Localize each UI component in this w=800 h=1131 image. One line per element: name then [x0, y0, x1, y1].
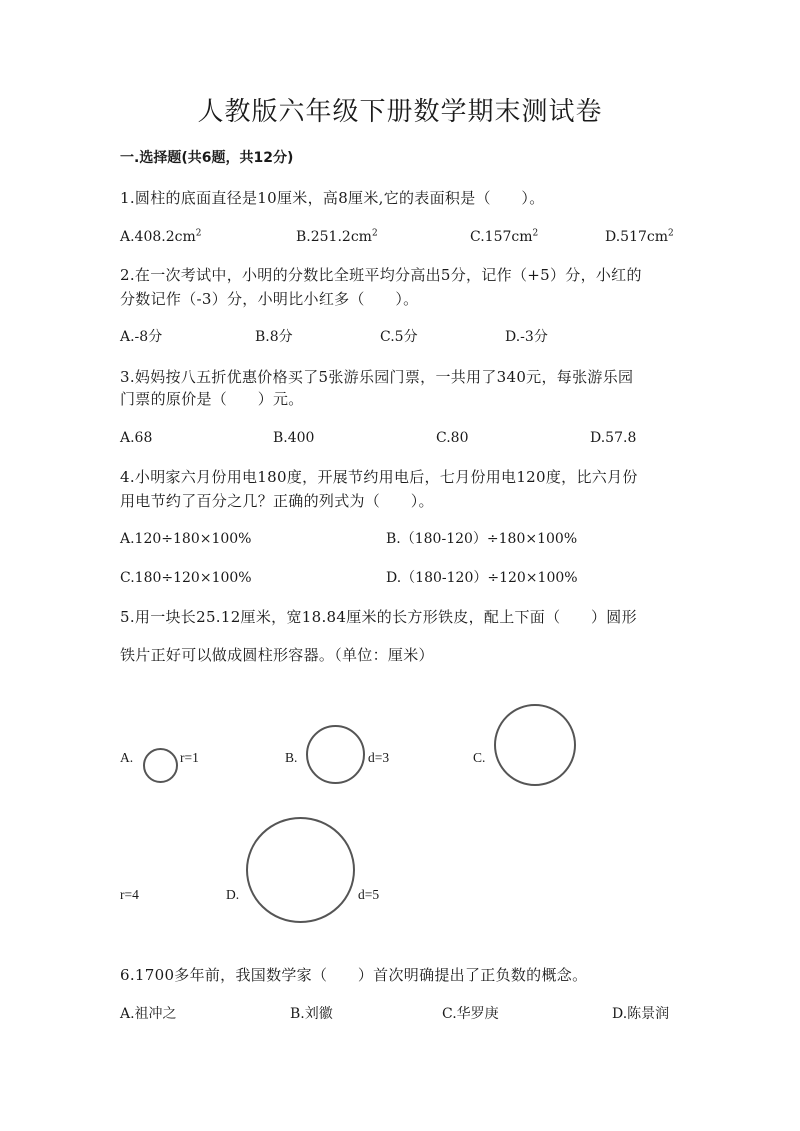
question-4-line-2: 用电节约了百分之几？正确的列式为（ ）。 [120, 492, 434, 510]
question-2-line-2: 分数记作（-3）分，小明比小红多（ ）。 [120, 290, 419, 308]
figure-option-b-label: d=3 [368, 750, 390, 765]
question-4-option-a: A.120÷180×100% [120, 531, 252, 547]
figure-option-d-label: d=5 [358, 887, 380, 902]
section-heading: 一.选择题(共6题，共12分) [120, 150, 294, 166]
circle-d-shape [246, 817, 355, 923]
question-6-option-b: B.刘徽 [290, 1006, 333, 1022]
question-6-option-a: A.祖冲之 [120, 1006, 177, 1022]
question-3-option-b: B.400 [273, 430, 315, 446]
question-3-option-a: A.68 [120, 430, 153, 446]
question-3-line-1: 3.妈妈按八五折优惠价格买了5张游乐园门票，一共用了340元，每张游乐园 [120, 368, 634, 386]
question-4-option-b: B.（180-120）÷180×100% [386, 531, 578, 547]
question-4-option-c: C.180÷120×100% [120, 570, 252, 586]
question-6-option-c: C.华罗庚 [442, 1006, 499, 1022]
figure-option-d-letter: D. [226, 887, 240, 902]
question-3-option-c: C.80 [436, 430, 469, 446]
question-2-option-a: A.-8分 [120, 329, 163, 345]
question-4-line-1: 4.小明家六月份用电180度，开展节约用电后，七月份用电120度，比六月份 [120, 468, 638, 486]
figure-option-a-label: r=1 [180, 750, 199, 765]
question-2-line-1: 2.在一次考试中，小明的分数比全班平均分高出5分，记作（+5）分，小红的 [120, 266, 642, 284]
question-6-text: 6.1700多年前，我国数学家（ ）首次明确提出了正负数的概念。 [120, 966, 588, 984]
circle-b-shape [306, 725, 365, 784]
question-2-option-d: D.-3分 [505, 329, 548, 345]
circle-c-shape [494, 704, 576, 786]
page-title: 人教版六年级下册数学期末测试卷 [197, 97, 603, 127]
question-4-option-d: D.（180-120）÷120×100% [386, 570, 578, 586]
question-1-option-a: $A.408.2cm^2$ [120, 228, 202, 245]
question-6-option-d: D.陈景润 [612, 1006, 670, 1022]
figure-option-a-letter: A. [120, 750, 134, 765]
question-3-option-d: D.57.8 [590, 430, 637, 446]
question-3-line-2: 门票的原价是（ ）元。 [120, 390, 304, 408]
circle-a-shape [143, 748, 178, 783]
question-1-text: 1.圆柱的底面直径是10厘米，高8厘米,它的表面积是（ ）。 [120, 189, 545, 207]
question-5-line-2: 铁片正好可以做成圆柱形容器。（单位：厘米） [120, 646, 434, 664]
question-1-option-b: $B.251.2cm^2$ [296, 228, 378, 245]
figure-option-b-letter: B. [285, 750, 298, 765]
figure-option-c-letter: C. [473, 750, 486, 765]
question-1-option-d: $D.517cm^2$ [605, 228, 674, 245]
question-5-line-1: 5.用一块长25.12厘米，宽18.84厘米的长方形铁皮，配上下面（ ）圆形 [120, 608, 637, 626]
question-2-option-b: B.8分 [255, 329, 293, 345]
figure-option-c-label: r=4 [120, 887, 139, 902]
question-1-option-c: $C.157cm^2$ [470, 228, 539, 245]
question-2-option-c: C.5分 [380, 329, 418, 345]
